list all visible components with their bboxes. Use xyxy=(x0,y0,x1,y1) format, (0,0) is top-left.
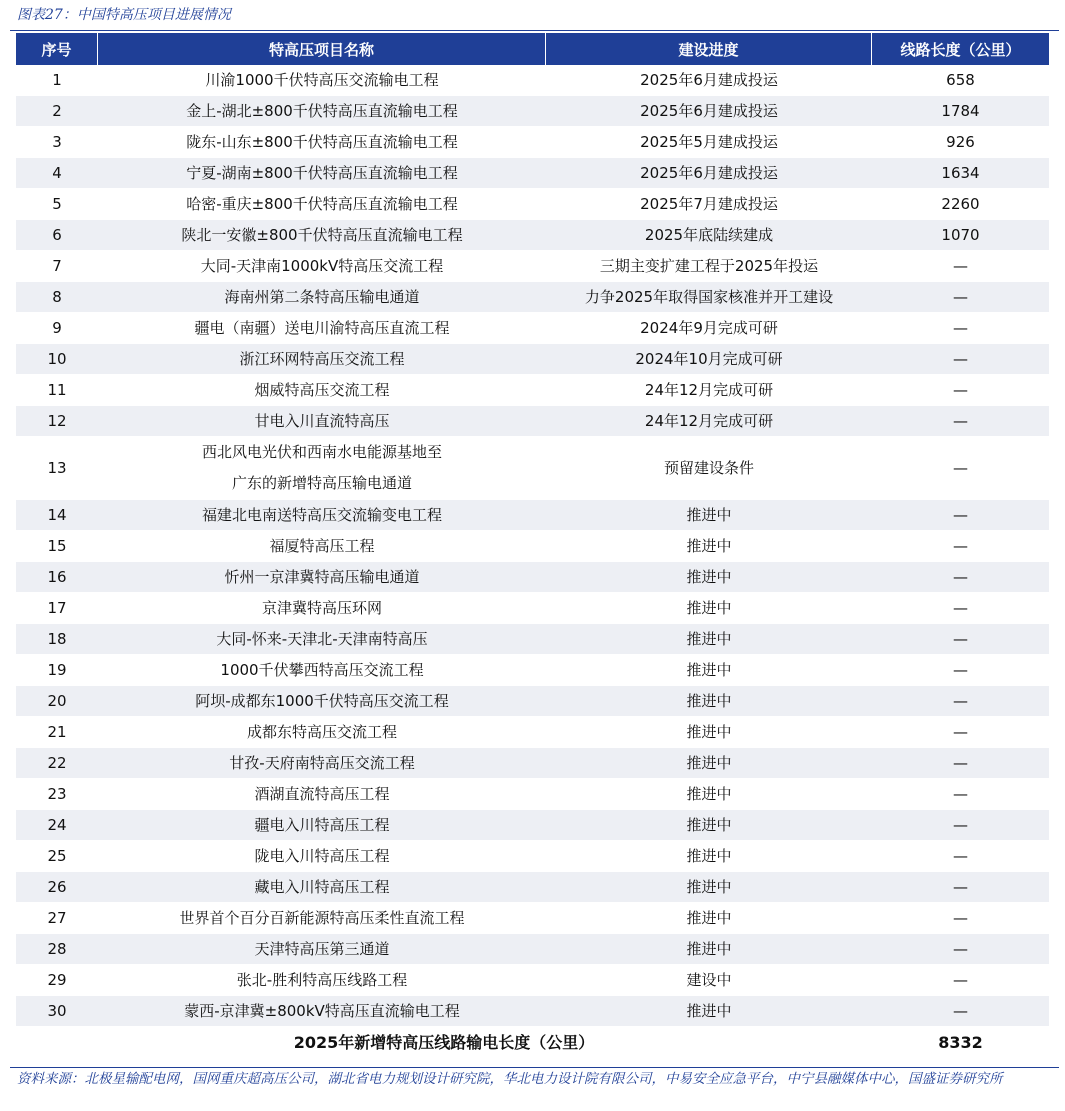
cell-progress: 推进中 xyxy=(546,779,872,810)
cell-no: 23 xyxy=(16,779,98,810)
cell-name: 福厦特高压工程 xyxy=(98,531,546,562)
total-value: 8332 xyxy=(872,1027,1049,1059)
cell-length: 658 xyxy=(872,65,1049,96)
table-row xyxy=(16,717,1049,748)
cell-name: 酒湖直流特高压工程 xyxy=(98,779,546,810)
cell-no: 7 xyxy=(16,251,98,282)
cell-name: 陕北一安徽±800千伏特高压直流输电工程 xyxy=(98,220,546,251)
cell-name: 金上-湖北±800千伏特高压直流输电工程 xyxy=(98,96,546,127)
cell-length: 1634 xyxy=(872,158,1049,189)
table-row xyxy=(16,500,1049,531)
cell-length: — xyxy=(872,437,1049,500)
cell-progress: 2024年9月完成可研 xyxy=(546,313,872,344)
cell-no: 11 xyxy=(16,375,98,406)
cell-length: — xyxy=(872,406,1049,437)
cell-progress: 推进中 xyxy=(546,500,872,531)
cell-length: — xyxy=(872,686,1049,717)
cell-name: 西北风电光伏和西南水电能源基地至广东的新增特高压输电通道 xyxy=(98,437,546,500)
cell-length: — xyxy=(872,375,1049,406)
table-row xyxy=(16,65,1049,96)
cell-progress: 预留建设条件 xyxy=(546,437,872,500)
cell-no: 22 xyxy=(16,748,98,779)
cell-length: — xyxy=(872,624,1049,655)
cell-name: 海南州第二条特高压输电通道 xyxy=(98,282,546,313)
cell-no: 2 xyxy=(16,96,98,127)
cell-length: — xyxy=(872,313,1049,344)
cell-no: 18 xyxy=(16,624,98,655)
cell-no: 1 xyxy=(16,65,98,96)
cell-progress: 推进中 xyxy=(546,996,872,1027)
cell-length: — xyxy=(872,500,1049,531)
cell-no: 17 xyxy=(16,593,98,624)
cell-progress: 推进中 xyxy=(546,686,872,717)
cell-name: 大同-怀来-天津北-天津南特高压 xyxy=(98,624,546,655)
cell-length: 2260 xyxy=(872,189,1049,220)
cell-no: 16 xyxy=(16,562,98,593)
cell-length: — xyxy=(872,282,1049,313)
cell-progress: 2025年5月建成投运 xyxy=(546,127,872,158)
cell-length: — xyxy=(872,841,1049,872)
header-name: 特高压项目名称 xyxy=(98,33,546,65)
cell-progress: 推进中 xyxy=(546,748,872,779)
cell-name: 张北-胜利特高压线路工程 xyxy=(98,965,546,996)
table-row xyxy=(16,593,1049,624)
total-row xyxy=(16,1027,1049,1059)
table-row xyxy=(16,282,1049,313)
cell-name: 浙江环网特高压交流工程 xyxy=(98,344,546,375)
cell-progress: 2025年6月建成投运 xyxy=(546,96,872,127)
cell-name: 蒙西-京津冀±800kV特高压直流输电工程 xyxy=(98,996,546,1027)
cell-progress: 推进中 xyxy=(546,810,872,841)
table-row xyxy=(16,624,1049,655)
cell-no: 28 xyxy=(16,934,98,965)
cell-length: — xyxy=(872,717,1049,748)
cell-name: 福建北电南送特高压交流输变电工程 xyxy=(98,500,546,531)
cell-name: 烟威特高压交流工程 xyxy=(98,375,546,406)
project-table xyxy=(16,33,1049,1059)
cell-name: 忻州一京津冀特高压输电通道 xyxy=(98,562,546,593)
cell-length: — xyxy=(872,655,1049,686)
cell-name: 陇东-山东±800千伏特高压直流输电工程 xyxy=(98,127,546,158)
table-row xyxy=(16,251,1049,282)
cell-no: 4 xyxy=(16,158,98,189)
header-progress: 建设进度 xyxy=(546,33,872,65)
table-row xyxy=(16,220,1049,251)
cell-name: 川渝1000千伏特高压交流输电工程 xyxy=(98,65,546,96)
cell-name: 甘电入川直流特高压 xyxy=(98,406,546,437)
cell-name: 大同-天津南1000kV特高压交流工程 xyxy=(98,251,546,282)
figure-title: 图表27：中国特高压项目进展情况 xyxy=(17,7,231,23)
cell-progress: 推进中 xyxy=(546,872,872,903)
table-row xyxy=(16,313,1049,344)
source-note: 资料来源：北极星输配电网，国网重庆超高压公司，湖北省电力规划设计研究院，华北电力设计院有限公司，中易安全应急平台，中宁县融媒体中心，国盛证券研究所 xyxy=(17,1071,1003,1087)
cell-no: 6 xyxy=(16,220,98,251)
cell-length: — xyxy=(872,810,1049,841)
table-row xyxy=(16,127,1049,158)
cell-length: — xyxy=(872,996,1049,1027)
cell-no: 21 xyxy=(16,717,98,748)
cell-name: 疆电入川特高压工程 xyxy=(98,810,546,841)
header-row xyxy=(16,33,1049,65)
cell-length: — xyxy=(872,965,1049,996)
cell-progress: 2025年底陆续建成 xyxy=(546,220,872,251)
cell-length: 1784 xyxy=(872,96,1049,127)
cell-no: 12 xyxy=(16,406,98,437)
table-row xyxy=(16,437,1049,500)
cell-no: 20 xyxy=(16,686,98,717)
table-row xyxy=(16,965,1049,996)
table-row xyxy=(16,158,1049,189)
table-row xyxy=(16,934,1049,965)
cell-progress: 推进中 xyxy=(546,717,872,748)
cell-progress: 推进中 xyxy=(546,593,872,624)
table-row xyxy=(16,344,1049,375)
table-row xyxy=(16,810,1049,841)
cell-name: 天津特高压第三通道 xyxy=(98,934,546,965)
table-row xyxy=(16,779,1049,810)
cell-length: — xyxy=(872,593,1049,624)
table-row xyxy=(16,655,1049,686)
cell-no: 30 xyxy=(16,996,98,1027)
cell-progress: 24年12月完成可研 xyxy=(546,406,872,437)
cell-name: 藏电入川特高压工程 xyxy=(98,872,546,903)
cell-length: — xyxy=(872,779,1049,810)
cell-name: 成都东特高压交流工程 xyxy=(98,717,546,748)
cell-progress: 推进中 xyxy=(546,841,872,872)
cell-no: 25 xyxy=(16,841,98,872)
cell-no: 13 xyxy=(16,437,98,500)
cell-progress: 推进中 xyxy=(546,624,872,655)
table-row xyxy=(16,686,1049,717)
table-row xyxy=(16,996,1049,1027)
cell-progress: 推进中 xyxy=(546,934,872,965)
cell-length: — xyxy=(872,748,1049,779)
cell-progress: 2024年10月完成可研 xyxy=(546,344,872,375)
cell-progress: 推进中 xyxy=(546,562,872,593)
cell-name: 哈密-重庆±800千伏特高压直流输电工程 xyxy=(98,189,546,220)
cell-progress: 推进中 xyxy=(546,531,872,562)
total-label: 2025年新增特高压线路输电长度（公里） xyxy=(16,1027,872,1059)
cell-progress: 推进中 xyxy=(546,903,872,934)
cell-length: — xyxy=(872,531,1049,562)
table-row xyxy=(16,406,1049,437)
cell-progress: 2025年6月建成投运 xyxy=(546,65,872,96)
cell-length: 1070 xyxy=(872,220,1049,251)
cell-no: 19 xyxy=(16,655,98,686)
cell-no: 15 xyxy=(16,531,98,562)
cell-progress: 推进中 xyxy=(546,655,872,686)
table-row xyxy=(16,748,1049,779)
cell-name: 宁夏-湖南±800千伏特高压直流输电工程 xyxy=(98,158,546,189)
cell-no: 29 xyxy=(16,965,98,996)
cell-length: — xyxy=(872,903,1049,934)
cell-progress: 建设中 xyxy=(546,965,872,996)
table-row xyxy=(16,903,1049,934)
cell-length: — xyxy=(872,562,1049,593)
cell-length: — xyxy=(872,344,1049,375)
table-row xyxy=(16,375,1049,406)
bottom-divider xyxy=(10,1067,1059,1068)
cell-progress: 三期主变扩建工程于2025年投运 xyxy=(546,251,872,282)
cell-name: 京津冀特高压环网 xyxy=(98,593,546,624)
cell-progress: 24年12月完成可研 xyxy=(546,375,872,406)
table-row xyxy=(16,531,1049,562)
cell-no: 14 xyxy=(16,500,98,531)
cell-no: 8 xyxy=(16,282,98,313)
cell-no: 24 xyxy=(16,810,98,841)
cell-no: 5 xyxy=(16,189,98,220)
cell-length: — xyxy=(872,251,1049,282)
cell-progress: 2025年7月建成投运 xyxy=(546,189,872,220)
table-row xyxy=(16,96,1049,127)
cell-length: 926 xyxy=(872,127,1049,158)
cell-name: 1000千伏攀西特高压交流工程 xyxy=(98,655,546,686)
cell-name: 疆电（南疆）送电川渝特高压直流工程 xyxy=(98,313,546,344)
table-row xyxy=(16,872,1049,903)
cell-progress: 2025年6月建成投运 xyxy=(546,158,872,189)
table-body xyxy=(16,65,1049,1059)
cell-name: 甘孜-天府南特高压交流工程 xyxy=(98,748,546,779)
cell-no: 10 xyxy=(16,344,98,375)
cell-name: 世界首个百分百新能源特高压柔性直流工程 xyxy=(98,903,546,934)
table-row xyxy=(16,189,1049,220)
cell-no: 27 xyxy=(16,903,98,934)
cell-no: 26 xyxy=(16,872,98,903)
table-row xyxy=(16,562,1049,593)
cell-length: — xyxy=(872,872,1049,903)
cell-no: 3 xyxy=(16,127,98,158)
table-row xyxy=(16,841,1049,872)
header-length: 线路长度（公里） xyxy=(872,33,1049,65)
header-no: 序号 xyxy=(16,33,98,65)
cell-name: 陇电入川特高压工程 xyxy=(98,841,546,872)
top-divider xyxy=(10,30,1059,31)
cell-name: 阿坝-成都东1000千伏特高压交流工程 xyxy=(98,686,546,717)
cell-length: — xyxy=(872,934,1049,965)
cell-no: 9 xyxy=(16,313,98,344)
cell-progress: 力争2025年取得国家核准并开工建设 xyxy=(546,282,872,313)
